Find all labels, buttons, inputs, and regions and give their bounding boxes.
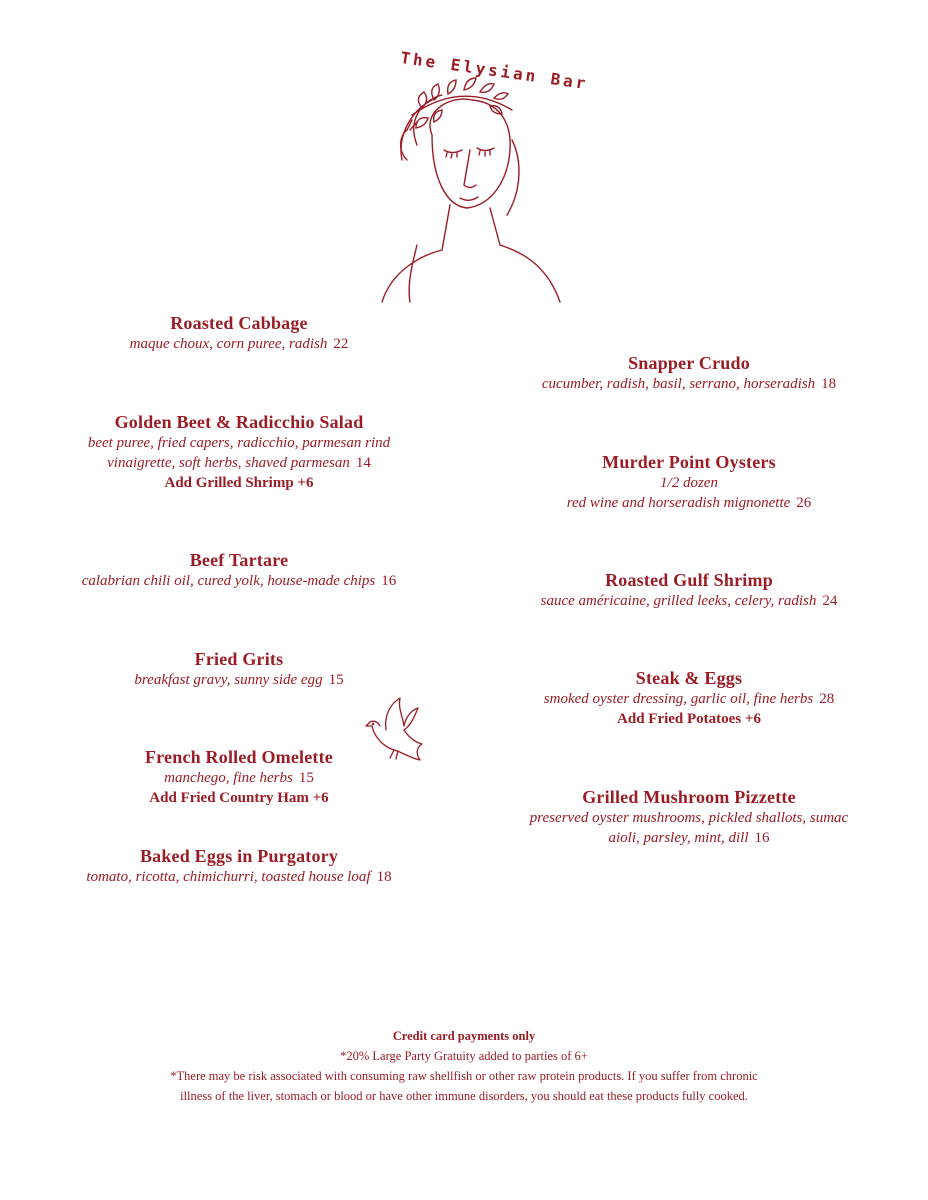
item-price: 24 (822, 593, 838, 609)
item-name: Fried Grits (194, 649, 284, 669)
item-description: vinaigrette, soft herbs, shaved parmesan 14 (107, 455, 371, 471)
payment-note: Credit card payments only (392, 1029, 536, 1043)
item-addon: Add Fried Potatoes +6 (617, 711, 761, 727)
item-name: Roasted Cabbage (170, 313, 308, 333)
menu-item-snapper-crudo (470, 352, 908, 394)
item-description: aioli, parsley, mint, dill 16 (608, 830, 770, 846)
menu-item-baked-eggs-purgatory (20, 845, 458, 887)
raw-food-warning-line2: illness of the liver, stomach or blood or have other immune disorders, you should eat these products fully cooked. (180, 1089, 748, 1103)
item-price: 14 (355, 455, 371, 471)
item-description: cucumber, radish, basil, serrano, horseradish 18 (541, 376, 837, 392)
menu-item-roasted-cabbage (20, 312, 458, 354)
item-description: preserved oyster mushrooms, pickled shallots, sumac (529, 810, 849, 826)
item-description: maque choux, corn puree, radish 22 (129, 336, 349, 352)
menu-item-grilled-mushroom-pizzette (470, 786, 908, 848)
item-price: 26 (796, 495, 812, 511)
item-price: 18 (376, 869, 392, 885)
item-description: breakfast gravy, sunny side egg 15 (134, 672, 344, 688)
item-name: Grilled Mushroom Pizzette (582, 787, 796, 807)
item-price: 15 (328, 672, 344, 688)
menu-item-murder-point-oysters (470, 451, 908, 513)
item-name: Steak & Eggs (635, 668, 743, 688)
menu-item-roasted-gulf-shrimp (470, 569, 908, 611)
item-name: Snapper Crudo (628, 353, 750, 373)
item-price: 28 (819, 691, 835, 707)
item-price: 15 (298, 770, 314, 786)
item-addon: Add Grilled Shrimp +6 (164, 475, 314, 491)
menu-item-steak-and-eggs (470, 667, 908, 729)
item-name: Golden Beet & Radicchio Salad (114, 412, 364, 432)
item-description: beet puree, fried capers, radicchio, parmesan rind (87, 435, 391, 451)
menu-item-fried-grits (20, 648, 458, 690)
menu-item-beef-tartare (20, 549, 458, 591)
item-price: 16 (381, 573, 397, 589)
brand-title: The Elysian Bar (399, 48, 590, 94)
item-name: Roasted Gulf Shrimp (605, 570, 773, 590)
item-description: calabrian chili oil, cured yolk, house-made chips 16 (81, 573, 397, 589)
footer-notes (100, 1026, 828, 1106)
item-price: 22 (333, 336, 349, 352)
raw-food-warning-line1: *There may be risk associated with consuming raw shellfish or other raw protein products. If you suffer from chronic (170, 1069, 758, 1083)
dove-icon (364, 696, 428, 766)
item-name: Beef Tartare (189, 550, 289, 570)
item-price: 18 (821, 376, 837, 392)
item-description: 1/2 dozen (660, 475, 718, 491)
item-name: Murder Point Oysters (602, 452, 776, 472)
item-description: smoked oyster dressing, garlic oil, fine herbs 28 (543, 691, 835, 707)
item-addon: Add Fried Country Ham +6 (149, 790, 329, 806)
logo (372, 40, 590, 310)
item-description: manchego, fine herbs 15 (164, 770, 314, 786)
item-description: red wine and horseradish mignonette 26 (566, 495, 812, 511)
item-price: 16 (754, 830, 770, 846)
item-name: Baked Eggs in Purgatory (139, 846, 339, 866)
menu-item-golden-beet-salad (20, 411, 458, 493)
item-description: tomato, ricotta, chimichurri, toasted house loaf 18 (86, 869, 392, 885)
item-description: sauce américaine, grilled leeks, celery, radish 24 (540, 593, 838, 609)
gratuity-note: *20% Large Party Gratuity added to parties of 6+ (340, 1049, 588, 1063)
item-name: French Rolled Omelette (144, 747, 333, 767)
